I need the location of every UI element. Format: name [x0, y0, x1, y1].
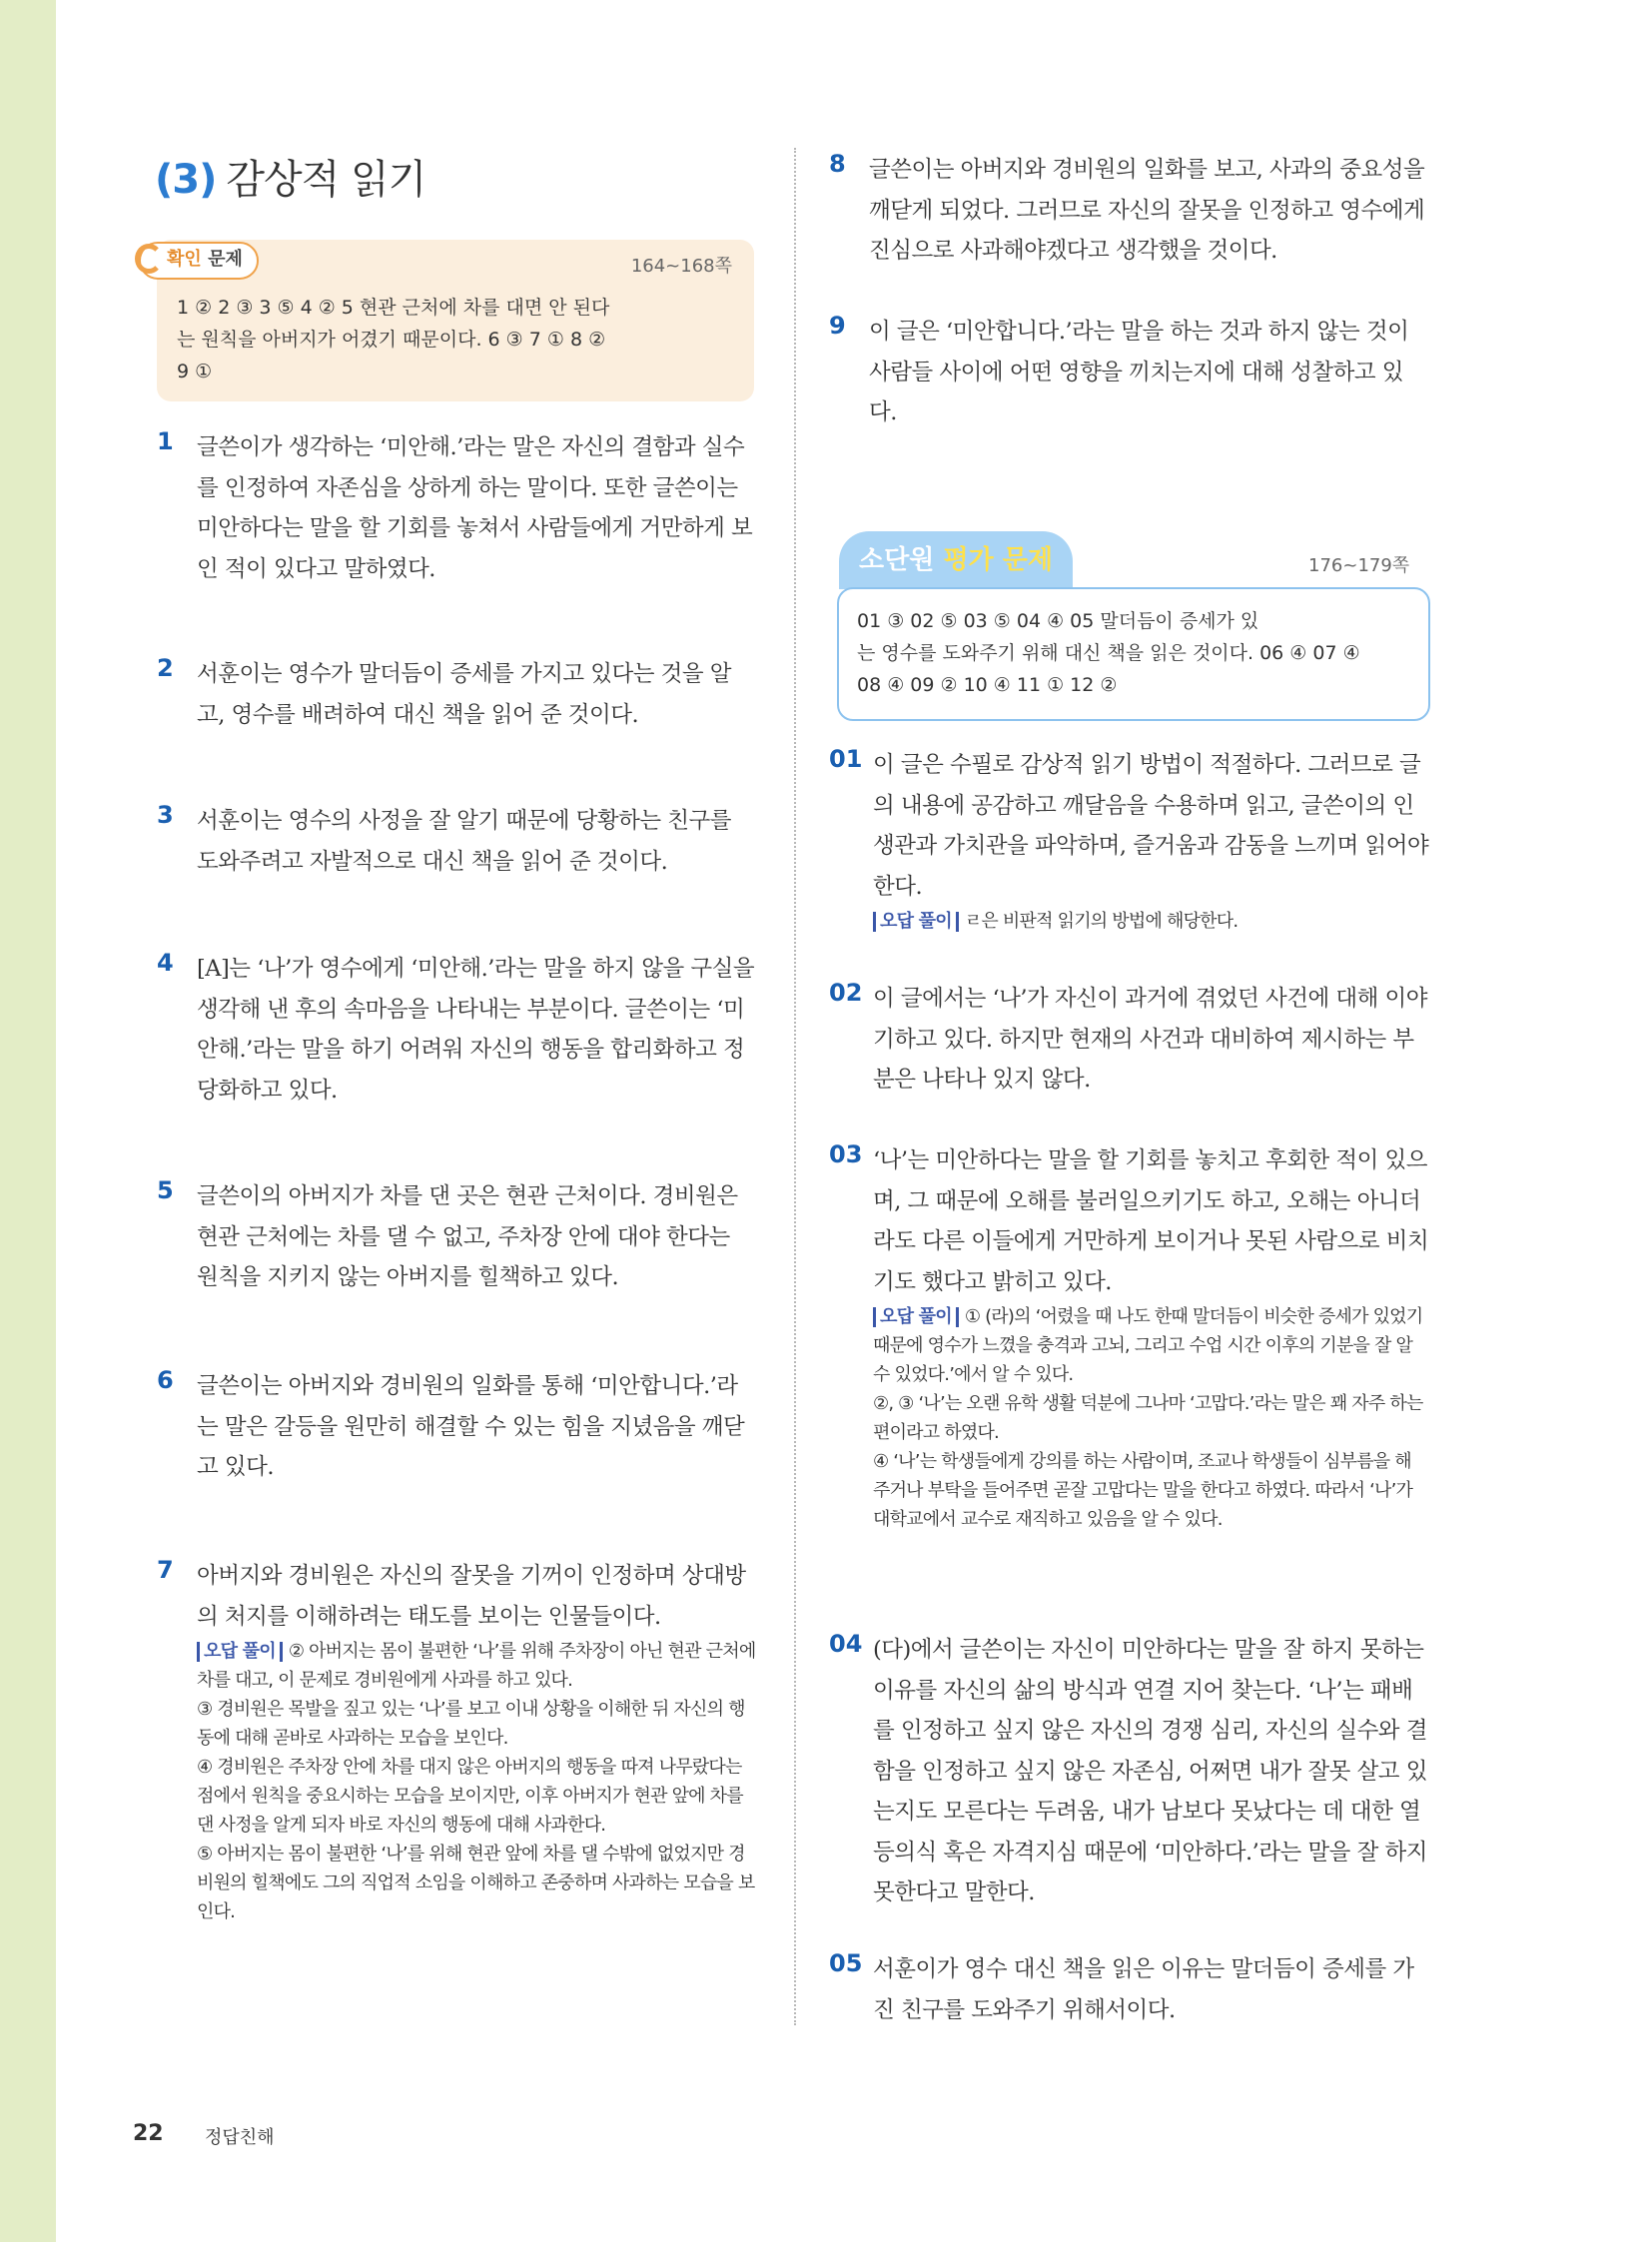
- item-number: 05: [829, 1949, 863, 1977]
- note-text: ②, ③ ‘나’는 오랜 유학 생활 덕분에 그나마 ‘고맙다.’라는 말은 꽤 자주 하는 편이라고 하였다.: [873, 1393, 1423, 1443]
- wrong-answer-notes: [873, 1302, 1430, 1389]
- check-tab-label: [139, 242, 259, 280]
- check-tab-a: 확인: [167, 249, 202, 270]
- check-answers-line: 는 원칙을 아버지가 어겼기 때문이다. 6 ③ 7 ① 8 ②: [177, 329, 606, 351]
- wrong-answer-tag: 오답 풀이: [197, 1642, 283, 1662]
- item-number: 5: [157, 1176, 174, 1204]
- evaluation-pages: 176~179쪽: [1308, 555, 1410, 576]
- answer-item-7: [157, 1556, 756, 1926]
- item-text: 글쓴이의 아버지가 차를 댄 곳은 현관 근처이다. 경비원은 현관 근처에는 차를 댈 수 없고, 주차장 안에 대야 한다는 원칙을 지키지 않는 아버지를 힐책하고 있다.: [197, 1183, 738, 1290]
- wrong-answer-tag: 오답 풀이: [873, 912, 959, 932]
- answer-item-4: [157, 949, 756, 1111]
- answer-item-2: [157, 654, 756, 735]
- answer-item-1: [157, 427, 756, 589]
- item-text: (다)에서 글쓴이는 자신이 미안하다는 말을 잘 하지 못하는 이유를 자신의 삶의 방식과 연결 지어 찾는다. ‘나’는 패배를 인정하고 싶지 않은 자신의 경쟁 심리, 자신의 실수와 결함을 인정하고 싶지 않은 자존심, 어쩌면 내가 잘못 살고 있는지도 모른다는 두려움, 내가 남보다 못났다는 데 대한 열등의식 혹은 자격지심 때문에 ‘미안하다.’라는 말을 잘 하지 못한다고 말한다.: [873, 1637, 1427, 1905]
- item-number: 03: [829, 1140, 863, 1168]
- note-text: ① (라)의 ‘어렸을 때 나도 한때 말더듬이 비슷한 증세가 있었기 때문에 영수가 느꼈을 충격과 고뇌, 그리고 수업 시간 이후의 기분을 잘 알 수 있었다.’에서 알 수 있다.: [873, 1306, 1423, 1385]
- item-text: 글쓴이는 아버지와 경비원의 일화를 통해 ‘미안합니다.’라는 말은 갈등을 원만히 해결할 수 있는 힘을 지녔음을 깨닫고 있다.: [197, 1373, 745, 1480]
- item-text: 아버지와 경비원은 자신의 잘못을 기꺼이 인정하며 상대방의 처지를 이해하려는 태도를 보이는 인물들이다.: [197, 1563, 746, 1630]
- item-number: 7: [157, 1556, 174, 1584]
- item-text: 서훈이는 영수가 말더듬이 증세를 가지고 있다는 것을 알고, 영수를 배려하여 대신 책을 읽어 준 것이다.: [197, 661, 731, 728]
- answer-item-01: [829, 745, 1430, 936]
- bracket-icon: [135, 244, 163, 274]
- item-number: 8: [829, 150, 846, 178]
- item-number: 3: [157, 801, 174, 829]
- item-number: 4: [157, 949, 174, 977]
- check-tab-b: 문제: [208, 249, 243, 270]
- answer-item-5: [157, 1176, 756, 1298]
- check-pages: 164~168쪽: [630, 256, 732, 277]
- evaluation-answers-line: 는 영수를 도와주기 위해 대신 책을 읽은 것이다. 06 ④ 07 ④: [857, 642, 1360, 664]
- side-color-stripe: [0, 0, 56, 2242]
- evaluation-tab: [839, 531, 1073, 589]
- item-number: 2: [157, 654, 174, 682]
- item-text: 글쓴이는 아버지와 경비원의 일화를 보고, 사과의 중요성을 깨닫게 되었다. 그러므로 자신의 잘못을 인정하고 영수에게 진심으로 사과해야겠다고 생각했을 것이다.: [869, 157, 1425, 264]
- evaluation-answers-line: 08 ④ 09 ② 10 ④ 11 ① 12 ②: [857, 674, 1118, 696]
- item-text: 글쓴이가 생각하는 ‘미안해.’라는 말은 자신의 결함과 실수를 인정하여 자존심을 상하게 하는 말이다. 또한 글쓴이는 미안하다는 말을 할 기회를 놓쳐서 사람들에게 거만하게 보인 적이 있다고 말하였다.: [197, 434, 753, 582]
- item-text: 서훈이가 영수 대신 책을 읽은 이유는 말더듬이 증세를 가진 친구를 도와주기 위해서이다.: [873, 1956, 1414, 2023]
- item-text: 이 글은 ‘미안합니다.’라는 말을 하는 것과 하지 않는 것이 사람들 사이에 어떤 영향을 끼치는지에 대해 성찰하고 있다.: [869, 319, 1409, 425]
- note-text: ④ 경비원은 주차장 안에 차를 대지 않은 아버지의 행동을 따져 나무랐다는 점에서 원칙을 중요시하는 모습을 보이지만, 이후 아버지가 현관 앞에 차를 댄 사정을 알게 되자 바로 자신의 행동에 대해 사과한다.: [197, 1757, 743, 1836]
- item-number: 04: [829, 1630, 863, 1658]
- answer-item-05: [829, 1949, 1430, 2030]
- item-number: 01: [829, 745, 863, 773]
- answer-item-04: [829, 1630, 1430, 1913]
- item-number: 1: [157, 427, 174, 455]
- wrong-answer-notes: [197, 1637, 756, 1695]
- answer-item-3: [157, 801, 756, 882]
- check-answers-line: 9 ①: [177, 361, 213, 382]
- item-number: 02: [829, 979, 863, 1007]
- section-title-text: 감상적 읽기: [226, 157, 426, 203]
- answer-item-8: [829, 150, 1430, 272]
- check-answers-line: 1 ② 2 ③ 3 ⑤ 4 ② 5 현관 근처에 차를 대면 안 된다: [177, 297, 610, 319]
- answer-item-9: [829, 312, 1430, 433]
- evaluation-tab-b: 평가 문제: [943, 545, 1053, 575]
- footer-label: 정답친해: [205, 2127, 275, 2148]
- item-text: [A]는 ‘나’가 영수에게 ‘미안해.’라는 말을 하지 않을 구실을 생각해 낸 후의 속마음을 나타내는 부분이다. 글쓴이는 ‘미안해.’라는 말을 하기 어려워 자신의 행동을 합리화하고 정당화하고 있다.: [197, 956, 755, 1104]
- answer-item-02: [829, 979, 1430, 1101]
- note-text: ③ 경비원은 목발을 짚고 있는 ‘나’를 보고 이내 상황을 이해한 뒤 자신의 행동에 대해 곧바로 사과하는 모습을 보인다.: [197, 1699, 745, 1749]
- section-number: (3): [155, 157, 217, 203]
- page-number: 22: [133, 2121, 164, 2146]
- wrong-answer-tag: 오답 풀이: [873, 1307, 959, 1327]
- item-number: 6: [157, 1366, 174, 1394]
- note-text: ② 아버지는 몸이 불편한 ‘나’를 위해 주차장이 아닌 현관 근처에 차를 대고, 이 문제로 경비원에게 사과를 하고 있다.: [197, 1641, 756, 1691]
- item-text: 이 글에서는 ‘나’가 자신이 과거에 겪었던 사건에 대해 이야기하고 있다. 하지만 현재의 사건과 대비하여 제시하는 부분은 나타나 있지 않다.: [873, 986, 1427, 1093]
- answer-item-03: [829, 1140, 1430, 1534]
- note-text: ⑤ 아버지는 몸이 불편한 ‘나’를 위해 현관 앞에 차를 댈 수밖에 없었지만 경비원의 힐책에도 그의 직업적 소임을 이해하고 존중하며 사과하는 모습을 보인다.: [197, 1844, 755, 1922]
- evaluation-answers: [857, 605, 1412, 701]
- check-answers: [177, 292, 734, 387]
- evaluation-tab-a: 소단원: [859, 545, 944, 575]
- wrong-answer-notes: [873, 907, 1430, 936]
- item-number: 9: [829, 312, 846, 340]
- answer-item-6: [157, 1366, 756, 1488]
- evaluation-answers-box: [837, 587, 1430, 721]
- check-answers-box: [157, 240, 754, 401]
- note-text: ④ ‘나’는 학생들에게 강의를 하는 사람이며, 조교나 학생들이 심부름을 해 주거나 부탁을 들어주면 곧잘 고맙다는 말을 한다고 하였다. 따라서 ‘나’가 대학교에서 교수로 재직하고 있음을 알 수 있다.: [873, 1451, 1413, 1530]
- note-text: ㄹ은 비판적 읽기의 방법에 해당한다.: [964, 911, 1239, 932]
- section-title: [155, 148, 425, 205]
- item-text: 서훈이는 영수의 사정을 잘 알기 때문에 당황하는 친구를 도와주려고 자발적으로 대신 책을 읽어 준 것이다.: [197, 808, 731, 875]
- evaluation-answers-line: 01 ③ 02 ⑤ 03 ⑤ 04 ④ 05 말더듬이 증세가 있: [857, 610, 1259, 632]
- column-divider: [794, 148, 796, 2025]
- item-text: 이 글은 수필로 감상적 읽기 방법이 적절하다. 그러므로 글의 내용에 공감하고 깨달음을 수용하며 읽고, 글쓴이의 인생관과 가치관을 파악하며, 즐거움과 감동을 느끼며 읽어야 한다.: [873, 752, 1429, 900]
- item-text: ‘나’는 미안하다는 말을 할 기회를 놓치고 후회한 적이 있으며, 그 때문에 오해를 불러일으키기도 하고, 오해는 아니더라도 다른 이들에게 거만하게 보이거나 못된 사람으로 비치기도 했다고 밝히고 있다.: [873, 1147, 1429, 1295]
